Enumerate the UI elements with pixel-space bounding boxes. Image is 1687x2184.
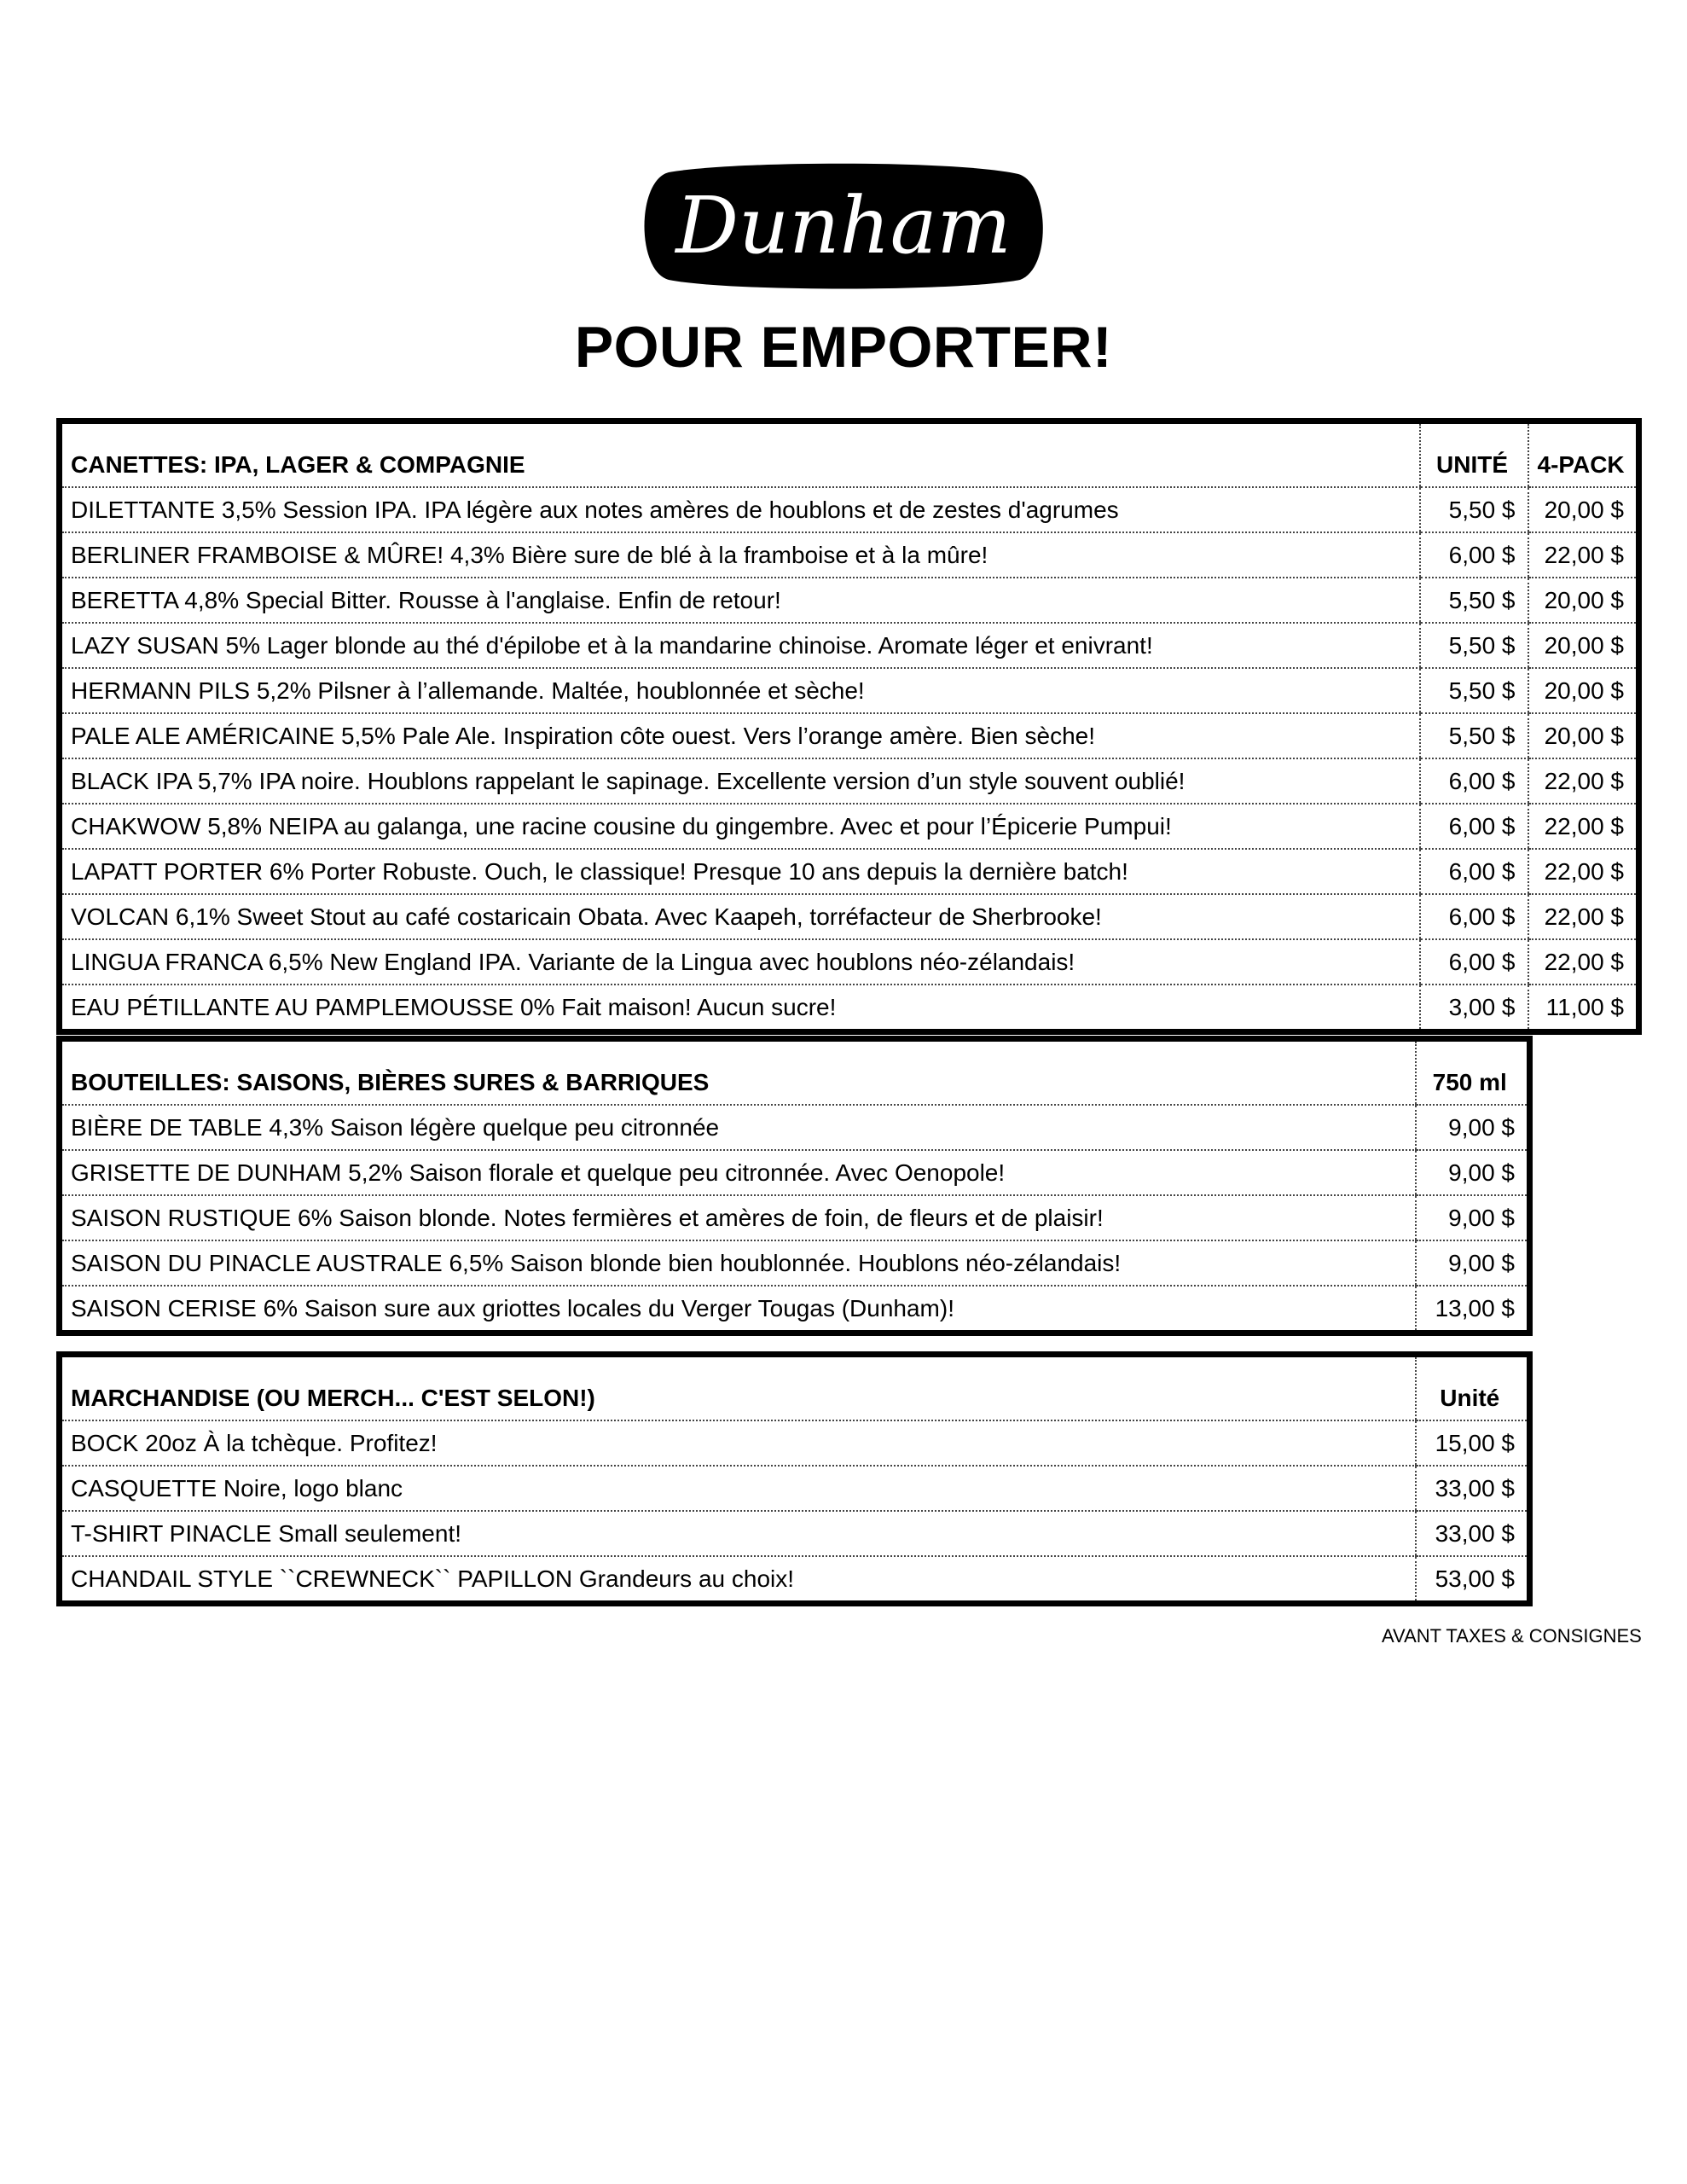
item-price: 6,00 $ (1420, 758, 1528, 804)
table-row (60, 1240, 1530, 1286)
item-description: LAPATT PORTER 6% Porter Robuste. Ouch, le classique! Presque 10 ans depuis la dernière batch! (60, 849, 1420, 894)
table-header-row (60, 1039, 1530, 1106)
table-row (60, 532, 1639, 578)
item-description: SAISON CERISE 6% Saison sure aux griottes locales du Verger Tougas (Dunham)! (71, 1294, 954, 1321)
item-price-4pack: 20,00 $ (1528, 623, 1639, 668)
item-price: 6,00 $ (1420, 804, 1528, 849)
table-row (60, 1556, 1530, 1604)
item-description: T-SHIRT PINACLE Small seulement! (60, 1511, 1416, 1556)
table-row (60, 849, 1639, 894)
item-price: 5,50 $ (1420, 578, 1528, 623)
item-description: LAZY SUSAN 5% Lager blonde au thé d'épilobe et à la mandarine chinoise. Aromate léger et enivrant! (60, 623, 1420, 668)
table-row (60, 1286, 1530, 1333)
item-price-4pack: 22,00 $ (1528, 532, 1639, 578)
item-description: LINGUA FRANCA 6,5% New England IPA. Variante de la Lingua avec houblons néo-zélandais! (60, 939, 1420, 985)
table-row (60, 1420, 1530, 1466)
table-header-row (60, 1355, 1530, 1421)
item-price: 15,00 $ (1416, 1420, 1530, 1466)
item-price: 13,00 $ (1416, 1286, 1530, 1333)
item-description: HERMANN PILS 5,2% Pilsner à l’allemande. Maltée, houblonnée et sèche! (60, 668, 1420, 713)
item-price: 6,00 $ (1420, 894, 1528, 939)
section-header: BOUTEILLES: SAISONS, BIÈRES SURES & BARRIQUES (60, 1039, 1416, 1106)
col-label-unite: Unité (1416, 1355, 1530, 1421)
cans-table (56, 418, 1642, 1035)
item-price: 9,00 $ (1416, 1150, 1530, 1195)
footnote: AVANT TAXES & CONSIGNES (1382, 1625, 1642, 1647)
item-price: 6,00 $ (1420, 849, 1528, 894)
table-row (60, 985, 1639, 1032)
item-price-4pack: 22,00 $ (1528, 939, 1639, 985)
item-description: BERETTA 4,8% Special Bitter. Rousse à l'anglaise. Enfin de retour! (60, 578, 1420, 623)
item-price: 5,50 $ (1420, 668, 1528, 713)
table-row (60, 1105, 1530, 1150)
logo-text: Dunham (675, 180, 1012, 271)
item-price: 33,00 $ (1416, 1511, 1530, 1556)
item-price-4pack: 22,00 $ (1528, 894, 1639, 939)
table-row (60, 758, 1639, 804)
table-header-row (60, 421, 1639, 488)
col-label-4pack: 4-PACK (1528, 421, 1639, 488)
table-row (60, 1466, 1530, 1511)
item-description: SAISON DU PINACLE AUSTRALE 6,5% Saison blonde bien houblonnée. Houblons néo-zélandais! (60, 1240, 1416, 1286)
item-price-4pack: 20,00 $ (1528, 487, 1639, 532)
table-row (60, 578, 1639, 623)
item-price: 9,00 $ (1416, 1195, 1530, 1240)
item-description: BERLINER FRAMBOISE & MÛRE! 4,3% Bière sure de blé à la framboise et à la mûre! (60, 532, 1420, 578)
col-label-750ml: 750 ml (1416, 1039, 1530, 1106)
item-description: BOCK 20oz À la tchèque. Profitez! (60, 1420, 1416, 1466)
item-description: CASQUETTE Noire, logo blanc (60, 1466, 1416, 1511)
table-row (60, 939, 1639, 985)
item-price-4pack: 11,00 $ (1528, 985, 1639, 1032)
item-price-4pack: 22,00 $ (1528, 758, 1639, 804)
section-header: CANETTES: IPA, LAGER & COMPAGNIE (60, 421, 1420, 488)
item-price: 53,00 $ (1416, 1556, 1530, 1604)
table-row (60, 487, 1639, 532)
item-price-4pack: 22,00 $ (1528, 849, 1639, 894)
item-price: 9,00 $ (1416, 1240, 1530, 1286)
table-row (60, 894, 1639, 939)
item-description: BLACK IPA 5,7% IPA noire. Houblons rappelant le sapinage. Excellente version d’un style souvent oublié! (60, 758, 1420, 804)
table-row (60, 713, 1639, 758)
table-row (60, 1195, 1530, 1240)
brand-logo (635, 157, 1052, 293)
col-label-unit: UNITÉ (1420, 421, 1528, 488)
merch-table (56, 1351, 1533, 1606)
item-price-4pack: 20,00 $ (1528, 578, 1639, 623)
table-row (60, 1150, 1530, 1195)
item-description: EAU PÉTILLANTE AU PAMPLEMOUSSE 0% Fait maison! Aucun sucre! (71, 993, 837, 1020)
table-row (60, 623, 1639, 668)
section-header: MARCHANDISE (OU MERCH... C'EST SELON!) (60, 1355, 1416, 1421)
item-description: SAISON RUSTIQUE 6% Saison blonde. Notes fermières et amères de foin, de fleurs et de plaisir! (60, 1195, 1416, 1240)
item-description: PALE ALE AMÉRICAINE 5,5% Pale Ale. Inspiration côte ouest. Vers l’orange amère. Bien sèche! (60, 713, 1420, 758)
item-description: VOLCAN 6,1% Sweet Stout au café costaricain Obata. Avec Kaapeh, torréfacteur de Sherbrooke! (60, 894, 1420, 939)
item-description: GRISETTE DE DUNHAM 5,2% Saison florale et quelque peu citronnée. Avec Oenopole! (60, 1150, 1416, 1195)
item-description: CHANDAIL STYLE ``CREWNECK`` PAPILLON Grandeurs au choix! (71, 1565, 795, 1592)
item-price: 5,50 $ (1420, 713, 1528, 758)
table-row (60, 804, 1639, 849)
item-price-4pack: 20,00 $ (1528, 713, 1639, 758)
bottles-table (56, 1036, 1533, 1336)
item-description: DILETTANTE 3,5% Session IPA. IPA légère aux notes amères de houblons et de zestes d'agrumes (60, 487, 1420, 532)
item-price-4pack: 22,00 $ (1528, 804, 1639, 849)
item-price: 3,00 $ (1420, 985, 1528, 1032)
page-title: POUR EMPORTER! (574, 315, 1113, 380)
item-description: CHAKWOW 5,8% NEIPA au galanga, une racine cousine du gingembre. Avec et pour l’Épicerie Pumpui! (60, 804, 1420, 849)
item-price-4pack: 20,00 $ (1528, 668, 1639, 713)
item-price: 9,00 $ (1416, 1105, 1530, 1150)
item-price: 6,00 $ (1420, 532, 1528, 578)
item-price: 6,00 $ (1420, 939, 1528, 985)
table-row (60, 1511, 1530, 1556)
item-price: 33,00 $ (1416, 1466, 1530, 1511)
logo-svg (635, 157, 1052, 293)
table-row (60, 668, 1639, 713)
item-price: 5,50 $ (1420, 487, 1528, 532)
item-description: BIÈRE DE TABLE 4,3% Saison légère quelque peu citronnée (60, 1105, 1416, 1150)
item-price: 5,50 $ (1420, 623, 1528, 668)
